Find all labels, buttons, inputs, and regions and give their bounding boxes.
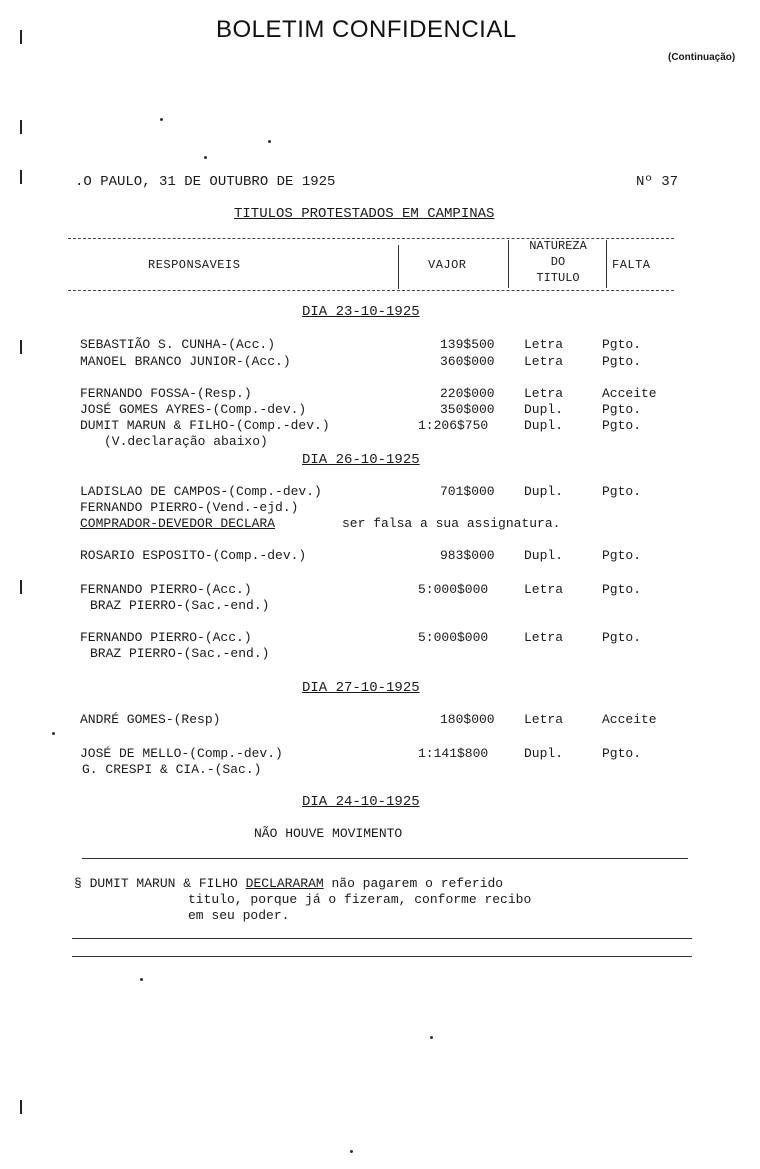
entry-nature: Dupl.	[524, 402, 564, 417]
margin-mark	[20, 30, 22, 44]
natureza-line: NATUREZA	[529, 239, 587, 253]
day-heading: DIA 27-10-1925	[302, 680, 420, 696]
margin-mark	[20, 1100, 22, 1114]
margin-mark	[20, 120, 22, 134]
entry-name: FERNANDO FOSSA-(Resp.)	[80, 386, 252, 401]
entry-value: 360$000	[440, 354, 495, 369]
footnote-subject: DUMIT MARUN & FILHO	[89, 876, 246, 891]
entry-fault: Pgto.	[602, 418, 642, 433]
entry-name: LADISLAO DE CAMPOS-(Comp.-dev.)	[80, 484, 322, 499]
footnote-bottom-rule	[72, 938, 692, 939]
no-movement-text: NÃO HOUVE MOVIMENTO	[254, 826, 403, 841]
footnote-bottom-rule-2	[72, 956, 692, 957]
entry-value: 701$000	[440, 484, 495, 499]
margin-mark	[20, 170, 22, 184]
entry-name: BRAZ PIERRO-(Sac.-end.)	[90, 646, 270, 661]
column-header-responsaveis: RESPONSAVEIS	[148, 258, 241, 272]
footnote-line-2: titulo, porque já o fizeram, conforme recibo	[188, 892, 532, 907]
entry-nature: Dupl.	[524, 484, 564, 499]
column-divider	[606, 240, 607, 288]
entry-name: FERNANDO PIERRO-(Vend.-ejd.)	[80, 500, 299, 515]
speck	[268, 140, 271, 143]
day-heading: DIA 24-10-1925	[302, 794, 420, 810]
column-header-valor: VAJOR	[428, 258, 467, 272]
speck	[160, 118, 163, 121]
column-header-natureza	[512, 238, 604, 286]
entry-value: 5:000$000	[418, 582, 489, 597]
speck	[140, 978, 143, 981]
column-header-falta: FALTA	[612, 258, 651, 272]
entry-nature: Letra	[524, 386, 564, 401]
entry-value: 139$500	[440, 337, 495, 352]
entry-name: JOSÉ GOMES AYRES-(Comp.-dev.)	[80, 402, 307, 417]
entry-name: BRAZ PIERRO-(Sac.-end.)	[90, 598, 270, 613]
entry-nature: Dupl.	[524, 548, 564, 563]
margin-mark	[20, 340, 22, 354]
entry-fault: Pgto.	[602, 337, 642, 352]
speck	[204, 156, 207, 159]
continuation-label: (Continuação)	[668, 52, 736, 63]
entry-fault: Pgto.	[602, 582, 642, 597]
entry-value: 350$000	[440, 402, 495, 417]
entry-name: MANOEL BRANCO JUNIOR-(Acc.)	[80, 354, 291, 369]
entry-fault: Pgto.	[602, 402, 642, 417]
natureza-line: DO	[550, 255, 566, 269]
declaration-label: COMPRADOR-DEVEDOR DECLARA	[80, 516, 276, 531]
entry-value: 180$000	[440, 712, 495, 727]
entry-name: JOSÉ DE MELLO-(Comp.-dev.)	[80, 746, 283, 761]
footnote-line-1-tail: não pagarem o referido	[323, 876, 504, 891]
section-mark: §	[74, 876, 82, 891]
entry-name: SEBASTIÃO S. CUNHA-(Acc.)	[80, 337, 276, 352]
day-heading: DIA 23-10-1925	[302, 304, 420, 320]
entry-name: FERNANDO PIERRO-(Acc.)	[80, 630, 252, 645]
footnote-top-rule	[82, 858, 688, 859]
footnote-declared: DECLARARAM	[245, 876, 324, 891]
entry-fault: Acceite	[602, 712, 657, 727]
speck	[350, 1150, 353, 1153]
entry-value: 1:206$750	[418, 418, 489, 433]
margin-mark	[20, 580, 22, 594]
entry-name: ROSARIO ESPOSITO-(Comp.-dev.)	[80, 548, 307, 563]
page-number: Nº 37	[636, 174, 679, 190]
section-title: TITULOS PROTESTADOS EM CAMPINAS	[234, 206, 495, 222]
document-title: BOLETIM CONFIDENCIAL	[216, 16, 517, 43]
entry-value: 5:000$000	[418, 630, 489, 645]
dateline: .O PAULO, 31 DE OUTUBRO DE 1925	[75, 174, 336, 190]
speck	[52, 732, 55, 735]
entry-nature: Letra	[524, 354, 564, 369]
entry-note: (V.declaração abaixo)	[104, 434, 268, 449]
entry-fault: Pgto.	[602, 630, 642, 645]
entry-value: 983$000	[440, 548, 495, 563]
entry-fault: Pgto.	[602, 484, 642, 499]
day-heading: DIA 26-10-1925	[302, 452, 420, 468]
entry-nature: Letra	[524, 712, 564, 727]
entry-nature: Dupl.	[524, 418, 564, 433]
entry-nature: Letra	[524, 630, 564, 645]
column-divider	[398, 245, 399, 289]
footnote-line-1	[74, 876, 503, 891]
footnote-line-3: em seu poder.	[188, 908, 290, 923]
entry-fault: Acceite	[602, 386, 657, 401]
entry-value: 1:141$800	[418, 746, 489, 761]
entry-name: FERNANDO PIERRO-(Acc.)	[80, 582, 252, 597]
entry-fault: Pgto.	[602, 548, 642, 563]
entry-fault: Pgto.	[602, 354, 642, 369]
entry-name: DUMIT MARUN & FILHO-(Comp.-dev.)	[80, 418, 330, 433]
table-header-rule	[68, 290, 674, 291]
entry-name: G. CRESPI & CIA.-(Sac.)	[82, 762, 262, 777]
entry-fault: Pgto.	[602, 746, 642, 761]
column-divider	[508, 240, 509, 288]
declaration-text: ser falsa a sua assignatura.	[342, 516, 561, 531]
entry-value: 220$000	[440, 386, 495, 401]
entry-name: ANDRÉ GOMES-(Resp)	[80, 712, 221, 727]
entry-nature: Letra	[524, 582, 564, 597]
natureza-line: TITULO	[536, 271, 580, 285]
entry-nature: Dupl.	[524, 746, 564, 761]
speck	[430, 1036, 433, 1039]
entry-nature: Letra	[524, 337, 564, 352]
